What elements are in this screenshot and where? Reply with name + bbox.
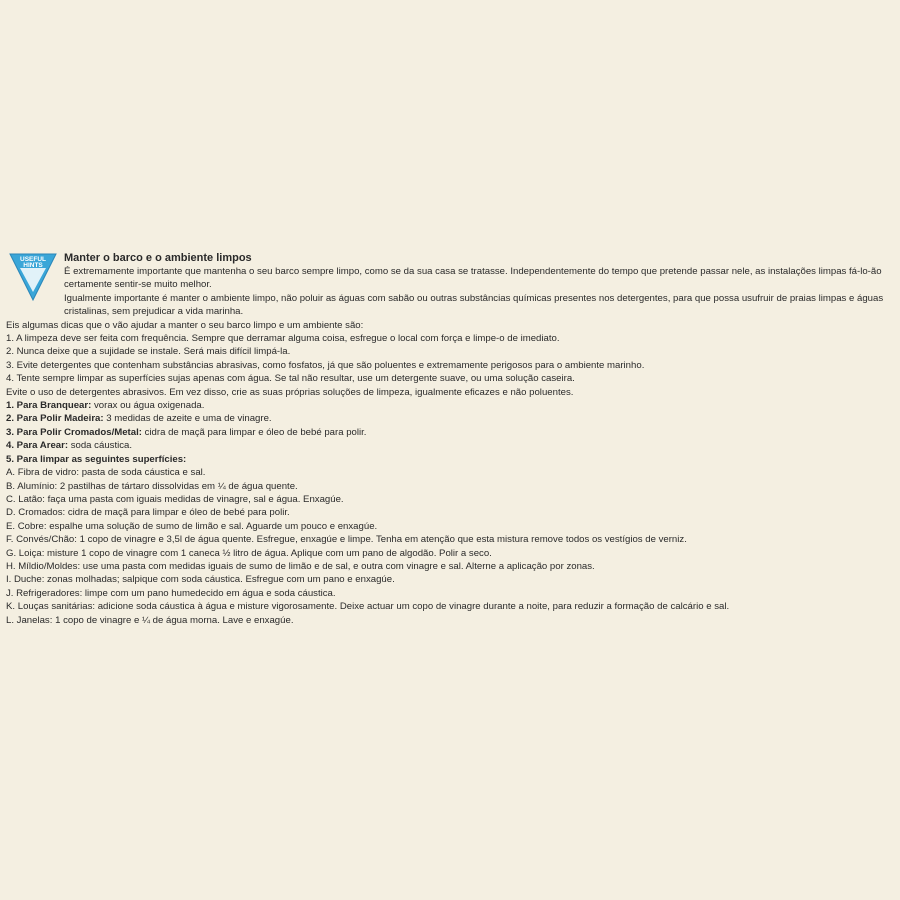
recipe-label: 4. Para Arear:	[6, 440, 69, 452]
badge-line2: HINTS	[23, 262, 43, 269]
surface-item: F. Convés/Chão: 1 copo de vinagre e 3,5l de água quente. Esfregue, enxagúe e limpe. Tenha em atenção que esta mistura remove todos os vestígios de verniz.	[6, 534, 687, 546]
surface-item: I. Duche: zonas molhadas; salpique com soda cáustica. Esfregue com um pano e enxagúe.	[6, 574, 395, 586]
intro-paragraph-1-cont: certamente sentir-se muito melhor.	[64, 279, 212, 291]
surface-item: L. Janelas: 1 copo de vinagre e ¼ de água morna. Lave e enxagúe.	[6, 614, 294, 626]
recipe-text: 3 medidas de azeite e uma de vinagre.	[103, 413, 272, 425]
surface-item: E. Cobre: espalhe uma solução de sumo de limão e sal. Aguarde um pouco e enxagúe.	[6, 520, 378, 532]
tip-item: 1. A limpeza deve ser feita com frequência. Sempre que derramar alguma coisa, esfregue o local com força e limpe-o de imediato.	[6, 333, 560, 345]
surface-item: C. Latão: faça uma pasta com iguais medidas de vinagre, sal e água. Enxagúe.	[6, 493, 344, 505]
recipe-item	[6, 426, 896, 439]
surface-item: A. Fibra de vidro: pasta de soda cáustica e sal.	[6, 467, 206, 479]
recipe-text: soda cáustica.	[68, 440, 133, 452]
recipe-text: vorax ou água oxigenada.	[91, 400, 205, 412]
intro-paragraph-2: Igualmente importante é manter o ambiente limpo, não poluir as águas com sabão ou outras substâncias químicas presentes nos detergentes, para que possa usufruir de praias limpas e águas	[64, 292, 884, 304]
recipe-item	[6, 399, 896, 412]
intro-paragraph-2-cont: cristalinas, sem prejudicar a vida marinha.	[64, 306, 244, 318]
tip-item: 2. Nunca deixe que a sujidade se instale. Será mais difícil limpá-la.	[6, 346, 291, 358]
surface-item: J. Refrigeradores: limpe com um pano humedecido em água e soda cáustica.	[6, 587, 336, 599]
recipe-item	[6, 453, 896, 466]
badge-line1: USEFUL	[20, 256, 46, 263]
recipe-label: 1. Para Branquear:	[6, 400, 92, 412]
surface-item: K. Louças sanitárias: adicione soda cáustica à água e misture vigorosamente. Deixe actuar um copo de vinagre durante a noite, para reduzir a formação de calcário e sal.	[6, 601, 730, 613]
recipe-item	[6, 412, 896, 425]
recipe-text: cidra de maçã para limpar e óleo de bebé para polir.	[141, 426, 367, 438]
surface-item: H. Míldio/Moldes: use uma pasta com medidas iguais de sumo de limão e de sal, e outra com vinagre e sal. Alterne a aplicação por zonas.	[6, 560, 595, 572]
recipe-item	[6, 439, 896, 452]
document-title: Manter o barco e o ambiente limpos	[64, 252, 252, 264]
recipe-label: 5. Para limpar as seguintes superfícies:	[6, 453, 187, 465]
surface-item: B. Alumínio: 2 pastilhas de tártaro dissolvidas em ¼ de água quente.	[6, 480, 298, 492]
tip-item: 3. Evite detergentes que contenham substâncias abrasivas, como fosfatos, já que são poluentes e extremamente perigosos para o ambiente marinho.	[6, 359, 645, 371]
surface-item: G. Loiça: misture 1 copo de vinagre com 1 caneca ½ litro de água. Aplique com um pano de algodão. Polir a seco.	[6, 547, 492, 559]
surface-item: D. Cromados: cidra de maçã para limpar e óleo de bebé para polir.	[6, 507, 290, 519]
recipe-label: 2. Para Polir Madeira:	[6, 413, 104, 425]
intro-paragraph-1: É extremamente importante que mantenha o seu barco sempre limpo, como se da sua casa se tratasse. Independentemente do tempo que pretende passar nele, as instalações limpas fá-lo-ão	[64, 266, 882, 277]
document	[6, 252, 896, 627]
avoid-abrasives-note: Evite o uso de detergentes abrasivos. Em vez disso, crie as suas próprias soluções de limpeza, igualmente eficazes e não poluentes.	[6, 386, 574, 398]
tips-intro: Eis algumas dicas que o vão ajudar a manter o seu barco limpo e um ambiente são:	[6, 319, 364, 331]
recipe-label: 3. Para Polir Cromados/Metal:	[6, 426, 142, 438]
tip-item: 4. Tente sempre limpar as superfícies sujas apenas com água. Se tal não resultar, use um detergente suave, ou uma solução caseira.	[6, 373, 575, 385]
